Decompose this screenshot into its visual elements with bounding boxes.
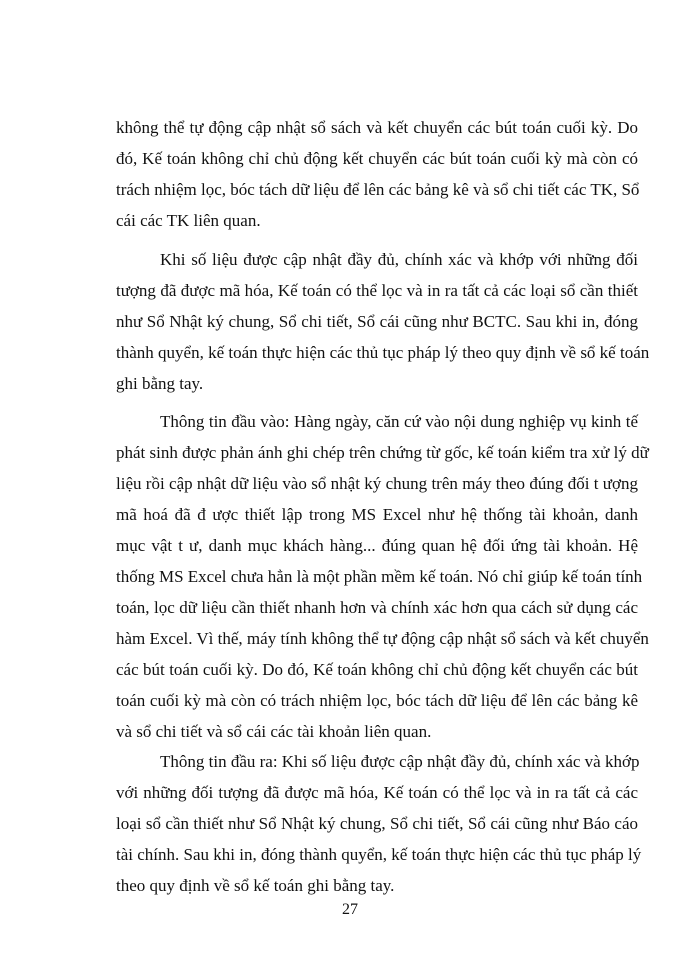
- paragraph-3-line-2: phát sinh được phản ánh ghi chép trên chứng từ gốc, kế toán kiểm tra xử lý dữ: [116, 443, 649, 462]
- paragraph-3-line-5: mục vật t ư, danh mục khách hàng... đúng quan hệ đối ứng tài khoản. Hệ: [116, 536, 638, 555]
- paragraph-2-line-5: ghi bằng tay.: [116, 374, 204, 393]
- page-number: 27: [342, 901, 358, 918]
- paragraph-1-line-3: trách nhiệm lọc, bóc tách dữ liệu để lên các bảng kê và sổ chi tiết các TK, Sổ: [116, 180, 640, 199]
- paragraph-3-line-3: liệu rồi cập nhật dữ liệu vào sổ nhật ký chung trên máy theo đúng đối t ượng: [116, 474, 638, 493]
- paragraph-2-line-2: tượng đã được mã hóa, Kế toán có thể lọc và in ra tất cả các loại sổ cần thiết: [116, 281, 638, 300]
- paragraph-3-line-9: các bút toán cuối kỳ. Do đó, Kế toán không chỉ chủ động kết chuyển các bút: [116, 660, 638, 679]
- paragraph-4-line-1: Thông tin đầu ra: Khi số liệu được cập nhật đầy đủ, chính xác và khớp: [160, 752, 640, 771]
- paragraph-2-line-3: như Sổ Nhật ký chung, Sổ chi tiết, Sổ cái cũng như BCTC. Sau khi in, đóng: [116, 312, 638, 331]
- paragraph-3-line-7: toán, lọc dữ liệu cần thiết nhanh hơn và chính xác hơn qua cách sử dụng các: [116, 598, 638, 617]
- paragraph-3-line-10: toán cuối kỳ mà còn có trách nhiệm lọc, bóc tách dữ liệu để lên các bảng kê: [116, 691, 638, 710]
- paragraph-2-line-4: thành quyển, kế toán thực hiện các thủ tục pháp lý theo quy định về sổ kế toán: [116, 343, 650, 362]
- paragraph-3-line-6: thống MS Excel chưa hẳn là một phần mềm kế toán. Nó chỉ giúp kế toán tính: [116, 567, 643, 586]
- paragraph-1-line-1: không thể tự động cập nhật sổ sách và kết chuyển các bút toán cuối kỳ. Do: [116, 118, 638, 137]
- paragraph-1-line-2: đó, Kế toán không chỉ chủ động kết chuyển các bút toán cuối kỳ mà còn có: [116, 149, 638, 168]
- paragraph-3-line-11: và sổ chi tiết và sổ cái các tài khoản liên quan.: [116, 722, 432, 741]
- paragraph-4-line-2: với những đối tượng đã được mã hóa, Kế toán có thể lọc và in ra tất cả các: [116, 783, 638, 802]
- paragraph-2-line-1: Khi số liệu được cập nhật đầy đủ, chính xác và khớp với những đối: [160, 250, 638, 269]
- paragraph-3-line-1: Thông tin đầu vào: Hàng ngày, căn cứ vào nội dung nghiệp vụ kinh tế: [160, 412, 638, 431]
- paragraph-3-line-4: mã hoá đã đ ược thiết lập trong MS Excel như hệ thống tài khoản, danh: [116, 505, 638, 524]
- paragraph-4-line-3: loại sổ cần thiết như Sổ Nhật ký chung, Sổ chi tiết, Sổ cái cũng như Báo cáo: [116, 814, 638, 833]
- paragraph-4-line-4: tài chính. Sau khi in, đóng thành quyển, kế toán thực hiện các thủ tục pháp lý: [116, 845, 642, 864]
- paragraph-3-line-8: hàm Excel. Vì thế, máy tính không thể tự động cập nhật sổ sách và kết chuyển: [116, 629, 649, 648]
- paragraph-4-line-5: theo quy định về sổ kế toán ghi bằng tay.: [116, 876, 395, 895]
- paragraph-1-line-4: cái các TK liên quan.: [116, 211, 261, 230]
